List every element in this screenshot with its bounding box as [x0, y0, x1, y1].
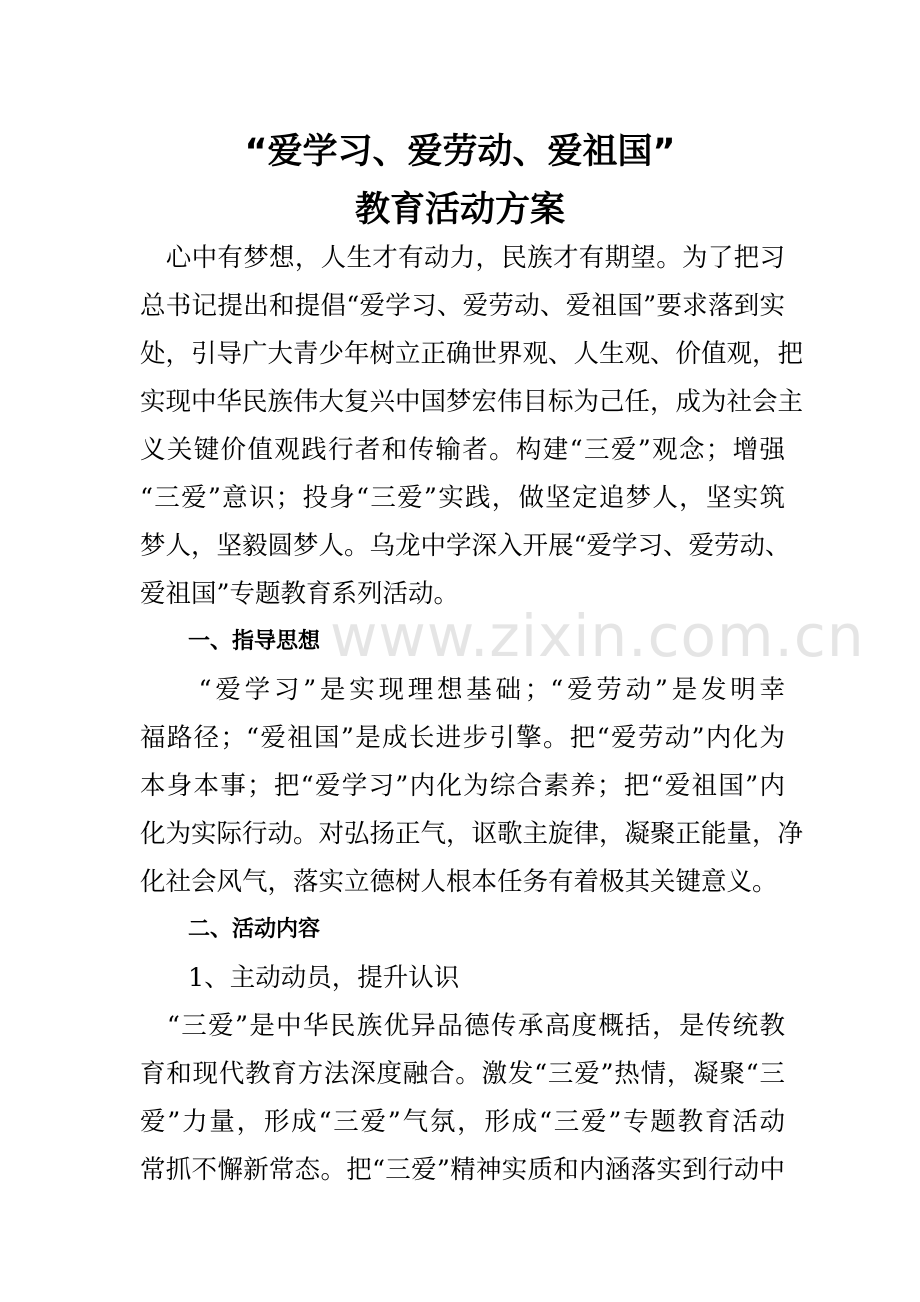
intro-line: 总书记提出和提倡“爱学习、爱劳动、爱祖国”要求落到实 [140, 291, 785, 321]
section1-line: 化社会风气，落实立德树人根本任务有着极其关键意义。 [140, 867, 778, 897]
section1-line: “爱学习”是实现理想基础；“爱劳动”是发明幸 [140, 675, 785, 705]
section2-line: 常抓不懈新常态。把“三爱”精神实质和内涵落实到行动中 [140, 1155, 785, 1185]
section1-line: 本身本事；把“爱学习”内化为综合素养；把“爱祖国”内 [140, 771, 785, 801]
document-title-line-1: “爱学习、爱劳动、爱祖国” [244, 132, 676, 172]
section2-line: 爱”力量，形成“三爱”气氛，形成“三爱”专题教育活动 [140, 1107, 785, 1137]
section2-line: “三爱”是中华民族优异品德传承高度概括，是传统教 [140, 1011, 785, 1041]
intro-line: 处，引导广大青少年树立正确世界观、人生观、价值观，把 [140, 339, 804, 369]
section1-line: 福路径；“爱祖国”是成长进步引擎。把“爱劳动”内化为 [140, 723, 785, 753]
intro-line: 爱祖国”专题教育系列活动。 [140, 579, 460, 609]
intro-line: “三爱”意识；投身“三爱”实践，做坚定追梦人，坚实筑 [140, 483, 785, 513]
section1-line: 化为实际行动。对弘扬正气，讴歌主旋律，凝聚正能量，净 [140, 819, 804, 849]
section-heading-guiding-ideology: 一、指导思想 [188, 629, 321, 654]
intro-line: 梦人，坚毅圆梦人。乌龙中学深入开展“爱学习、爱劳动、 [140, 531, 791, 561]
intro-line: 实现中华民族伟大复兴中国梦宏伟目标为己任，成为社会主 [140, 387, 804, 417]
intro-line: 义关键价值观践行者和传输者。构建“三爱”观念；增强 [140, 435, 785, 465]
section2-line: 育和现代教育方法深度融合。激发“三爱”热情，凝聚“三 [140, 1059, 785, 1089]
watermark: www.zixin.com.cn [330, 602, 865, 670]
subheading-mobilize: 1、主动动员，提升认识 [188, 963, 460, 993]
section-heading-activity-content: 二、活动内容 [188, 917, 321, 942]
intro-line: 心中有梦想，人生才有动力，民族才有期望。为了把习 [140, 243, 785, 273]
document-title-line-2: 教育活动方案 [354, 190, 565, 230]
